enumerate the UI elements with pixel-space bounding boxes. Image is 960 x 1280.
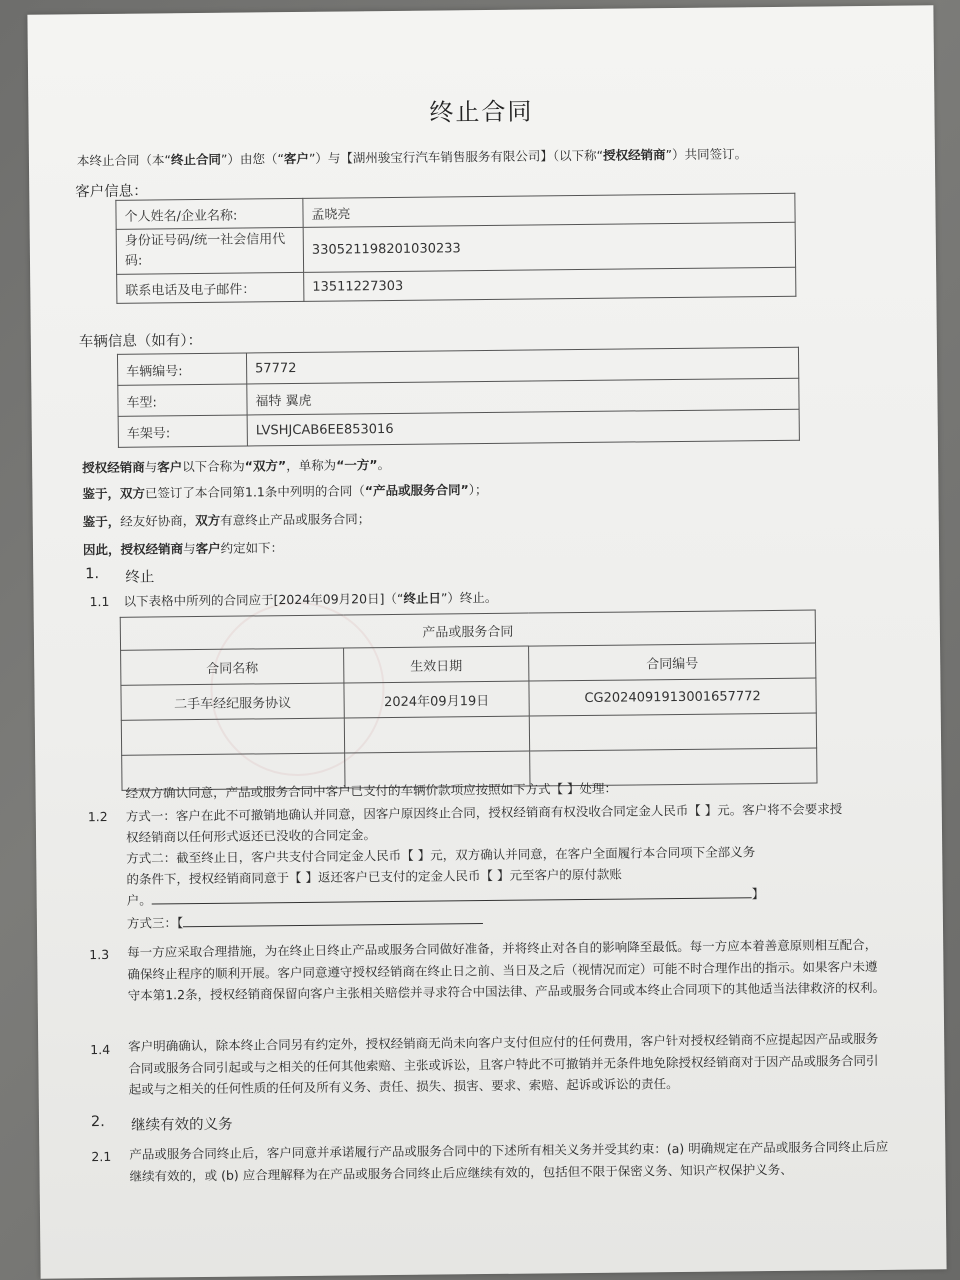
recital-text: 双方 [195, 512, 221, 529]
intro-text: ”）由您（“ [220, 151, 284, 167]
table-cell [121, 718, 344, 755]
clause-1-2-line-5 [127, 884, 765, 910]
recital-text: 因此， [82, 541, 121, 558]
table-row [116, 222, 795, 274]
customer-info-heading: 客户信息： [75, 183, 148, 201]
clause-bold: 终止日 [403, 590, 441, 606]
table-cell [529, 713, 816, 751]
clause-2-1-text: 产品或服务合同终止后，客户同意并承诺履行产品或服务合同中的下述所有相关义务并受其约束：(a) 明确规定在产品或服务合同终止后应继续有效的，或 (b) 应合理解释为在产品或服务合同终止后应继续有效的，包括但不限于保密义务、知识产权保护义务、 [129, 1138, 889, 1184]
contract-table-header: 产品或服务合同 [120, 610, 815, 650]
customer-id-label: 身份证号码/统一社会信用代码: [116, 227, 303, 274]
recital-text: 客户 [195, 540, 221, 557]
clause-text: 方式三：【 [126, 915, 184, 931]
clause-1-1-number: 1.1 [89, 593, 110, 610]
recital-text: 授权经销商 [82, 459, 145, 476]
bracket: 】 [751, 886, 765, 902]
column-header: 生效日期 [344, 646, 529, 683]
table-cell: 2024年09月19日 [344, 681, 529, 718]
vehicle-number-value: 57772 [246, 347, 798, 384]
vehicle-model-label: 车型: [118, 384, 247, 416]
intro-text: 本终止合同（本“ [76, 152, 171, 169]
clause-1-3-number: 1.3 [89, 946, 110, 963]
table-cell: CG2024091913001657772 [529, 678, 816, 716]
recital-text: 客户 [157, 459, 183, 475]
recital-text: 与 [144, 459, 158, 475]
recital-text: 双方 [119, 485, 146, 501]
recital-text: ，单称为 [286, 457, 337, 474]
clause-1-4-text: 客户明确确认，除本终止合同另有约定外，授权经销商无尚未向客户支付但应付的任何费用，客户针对授权经销商不应提起因产品或服务合同或服务合同引起或与之相关的任何其他索赔、主张或诉讼，且客户特此不可撤销并无条件地免除授权经销商对于因产品或服务合同引起或与之相关的任何性质的任何及所有义务、责任、损失、损害、要求、索赔、起诉或诉讼的责任。 [128, 1030, 879, 1097]
table-cell [344, 716, 529, 753]
clause-text: 户。 [126, 892, 152, 908]
recital-text: 。 [377, 457, 391, 473]
clause-1-2-number: 1.2 [87, 808, 108, 825]
recital-text: 经友好协商， [120, 513, 196, 529]
intro-bold: 授权经销商 [603, 147, 666, 163]
column-header: 合同编号 [529, 643, 816, 681]
recital-whereas-2 [83, 509, 371, 531]
vehicle-info-table [117, 347, 800, 448]
table-row [117, 267, 796, 303]
intro-bold: 客户 [283, 150, 309, 167]
recital-text: 授权经销商 [120, 541, 184, 557]
clause-1-2-line-0: 经双方确认同意，产品或服务合同中客户已支付的车辆价款项应按照如下方式【 】处理： [125, 780, 618, 801]
recital-text: “产品或服务合同” [364, 482, 469, 499]
clause-2-1-number: 2.1 [91, 1148, 112, 1165]
recital-text: 有意终止产品或服务合同； [220, 511, 371, 528]
recital-therefore [83, 538, 283, 559]
column-header: 合同名称 [121, 648, 344, 685]
intro-bold: 终止合同 [170, 151, 222, 168]
customer-contact-value: 13511227303 [304, 267, 796, 301]
recital-text: 以下合称为 [182, 458, 245, 475]
customer-id-value: 330521198201030233 [303, 222, 795, 272]
clause-1-2-line-1: 方式一：客户在此不可撤销地确认并同意，因客户原因终止合同，授权经销商有权没收合同定金人民币【 】元。客户将不会要求授 [125, 801, 843, 824]
clause-text: ”）终止。 [440, 589, 498, 606]
recital-text: 约定如下： [220, 540, 284, 556]
clause-1-2-line-2: 权经销商以任何形式返还已没收的合同定金。 [125, 827, 377, 845]
intro-text: ”）共同签订。 [665, 146, 748, 163]
recital-text: 已签订了本合同第1.1条中列明的合同（ [144, 483, 365, 501]
recital-text: “一方” [336, 457, 378, 473]
customer-name-label: 个人姓名/企业名称: [116, 198, 303, 229]
clause-1-2-line-3: 方式二：截至终止日，客户共支付合同定金人民币【 】元，双方确认并同意，在客户全面履行本合同项下全部义务 [126, 844, 756, 866]
vehicle-number-label: 车辆编号: [117, 353, 246, 385]
section-1-number: 1. [85, 566, 100, 583]
vehicle-vin-value: LVSHJCAB6EE853016 [247, 409, 799, 446]
contract-table [120, 610, 818, 791]
clause-text: 以下表格中所列的合同应于[2024年09月20日]（“ [123, 590, 404, 609]
recital-text: 与 [182, 541, 196, 557]
vehicle-vin-label: 车架号: [118, 415, 247, 447]
section-2-number: 2. [90, 1114, 105, 1131]
document-title: 终止合同 [429, 97, 534, 127]
intro-text: ”）与【湖州骏宝行汽车销售服务有限公司】（以下称“ [308, 147, 604, 166]
recital-parties [82, 455, 390, 477]
blank-line [183, 911, 483, 927]
section-1-title: 终止 [125, 569, 155, 586]
intro-paragraph [77, 144, 747, 170]
clause-1-4-number: 1.4 [90, 1041, 111, 1058]
recital-text: “双方” [244, 458, 287, 474]
vehicle-model-value: 福特 翼虎 [247, 378, 799, 415]
blank-line [152, 885, 752, 904]
clause-1-1-text [123, 588, 497, 611]
section-2-title: 继续有效的义务 [130, 1116, 233, 1134]
table-cell: 二手车经纪服务协议 [121, 683, 344, 720]
recital-text: 鉴于， [82, 513, 121, 530]
customer-info-table [115, 193, 796, 304]
clause-1-2-line-4: 的条件下，授权经销商同意于【 】返还客户已支付的定金人民币【 】元至客户的原付款账 [126, 866, 622, 887]
recital-whereas-1 [82, 480, 487, 503]
clause-1-3-text: 每一方应采取合理措施，为在终止日终止产品或服务合同做好准备，并将终止对各自的影响降至最低。每一方应本着善意原则相互配合，确保终止程序的顺利开展。客户同意遵守授权经销商在终止日之前、当日及之后（视情况而定）可能不时合理作出的指示。如果客户未遵守本第1.2条，授权经销商保留向客户主张相关赔偿并寻求符合中国法律、产品或服务合同或本终止合同项下的其他适当法律救济的权利。 [127, 936, 886, 1003]
recital-text: ）； [468, 481, 488, 498]
vehicle-info-heading: 车辆信息（如有）： [78, 332, 203, 351]
table-row [118, 409, 799, 447]
customer-name-value: 孟晓亮 [303, 193, 795, 227]
document-page [27, 5, 946, 1278]
customer-contact-label: 联系电话及电子邮件： [117, 272, 304, 303]
clause-1-2-line-6 [127, 910, 483, 933]
recital-text: 鉴于， [82, 485, 121, 502]
